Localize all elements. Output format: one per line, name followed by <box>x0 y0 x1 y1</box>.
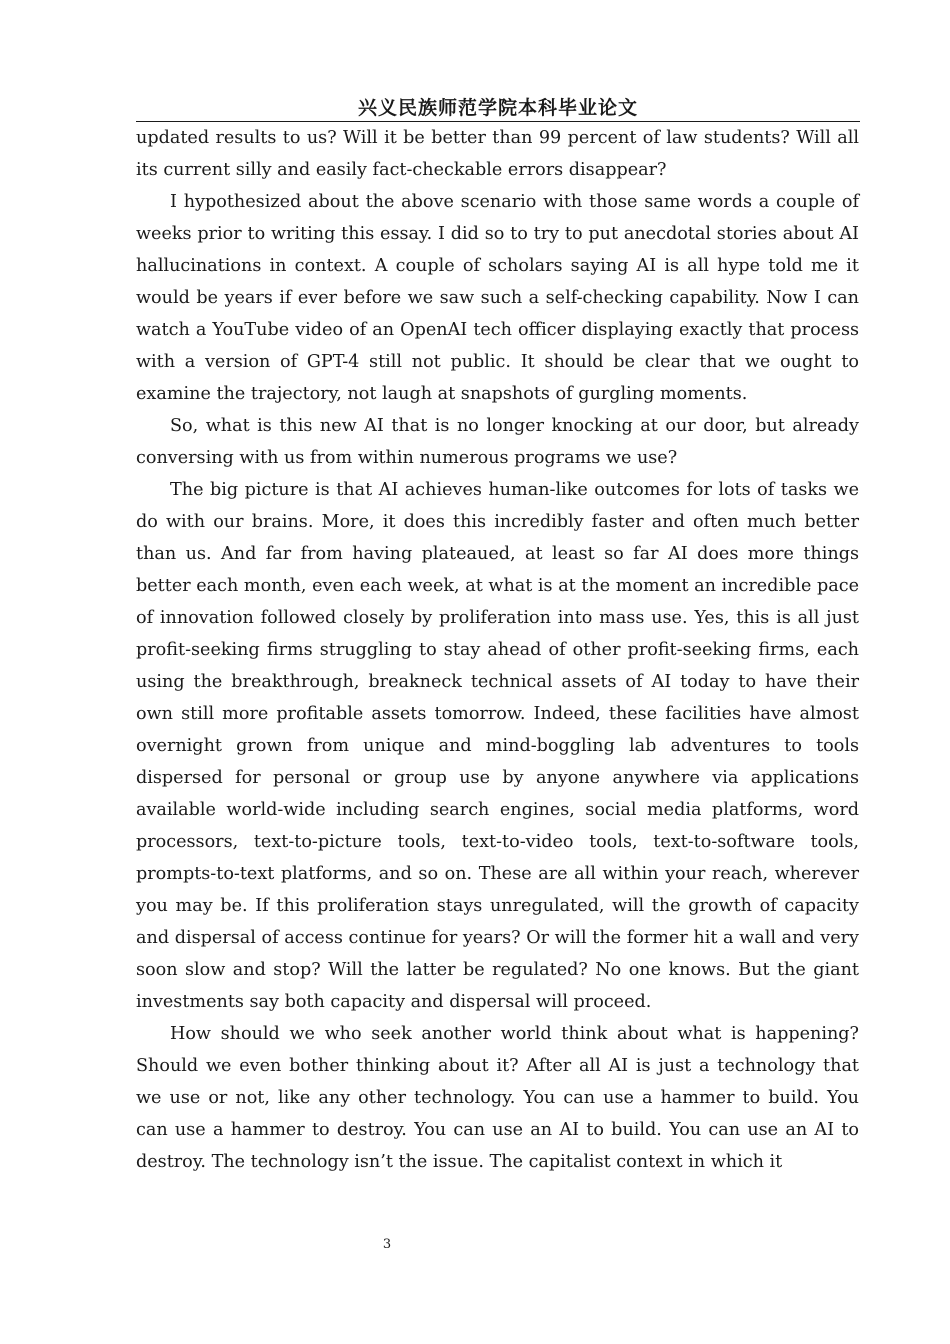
body-text <box>136 122 859 1178</box>
paragraph: The big picture is that AI achieves human-like outcomes for lots of tasks we do with our brains. More, it does this incredibly faster and often much better than us. And far from having plateaued, at least so far AI does more things better each month, even each week, at what is at the moment an incredible pace of innovation followed closely by proliferation into mass use. Yes, this is all just profit-seeking firms struggling to stay ahead of other profit-seeking firms, each using the breakthrough, breakneck technical assets of AI today to have their own still more profitable assets tomorrow. Indeed, these facilities have almost overnight grown from unique and mind-boggling lab adventures to tools dispersed for personal or group use by anyone anywhere via applications available world-wide including search engines, social media platforms, word processors, text-to-picture tools, text-to-video tools, text-to-software tools, prompts-to-text platforms, and so on. These are all within your reach, wherever you may be. If this proliferation stays unregulated, will the growth of capacity and dispersal of access continue for years? Or will the former hit a wall and very soon slow and stop? Will the latter be regulated? No one knows. But the giant investments say both capacity and dispersal will proceed. <box>136 480 859 1012</box>
page-number: 3 <box>382 1237 392 1252</box>
paragraph: I hypothesized about the above scenario with those same words a couple of weeks prior to writing this essay. I did so to try to put anecdotal stories about AI hallucinations in context. A couple of scholars saying AI is all hype told me it would be years if ever before we saw such a self-checking capability. Now I can watch a YouTube video of an OpenAI tech officer displaying exactly that process with a version of GPT-4 still not public. It should be clear that we ought to examine the trajectory, not laugh at snapshots of gurgling moments. <box>136 192 859 404</box>
paragraph: How should we who seek another world think about what is happening? Should we even bother thinking about it? After all AI is just a technology that we use or not, like any other technology. You can use a hammer to build. You can use a hammer to destroy. You can use an AI to build. You can use an AI to destroy. The technology isn’t the issue. The capitalist context in which it <box>136 1024 859 1172</box>
paragraph-continuation: updated results to us? Will it be better than 99 percent of law students? Will all its current silly and easily fact-checkable errors disappear? <box>136 128 859 180</box>
running-header: 兴义民族师范学院本科毕业论文 <box>357 97 638 119</box>
paragraph: So, what is this new AI that is no longer knocking at our door, but already conversing with us from within numerous programs we use? <box>136 416 859 468</box>
